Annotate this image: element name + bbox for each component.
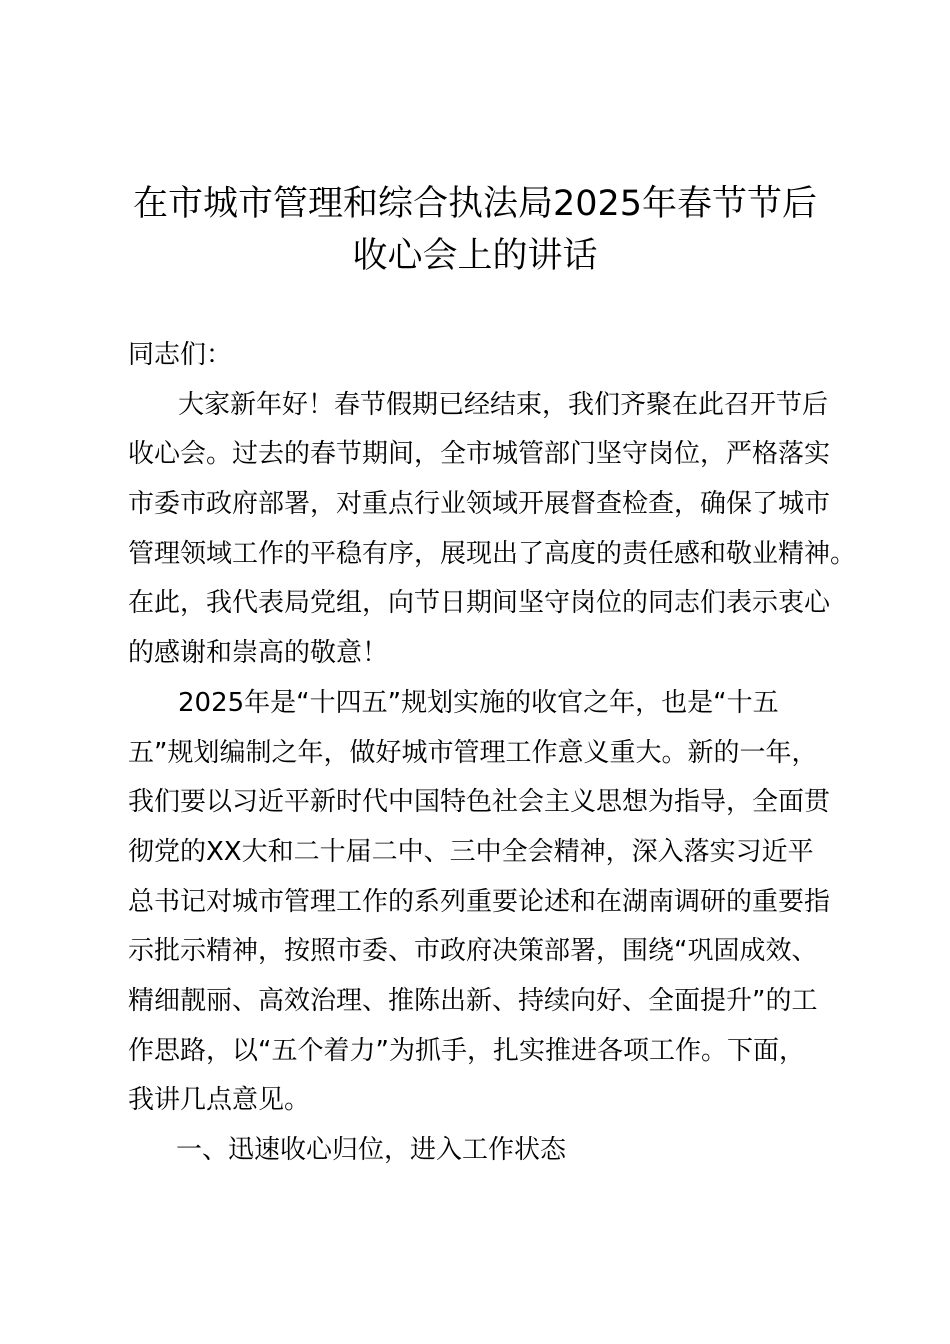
paragraph-2-line-7: 精细靓丽、高效治理、推陈出新、持续向好、全面提升”的工 [128,985,818,1016]
document-title [100,178,850,282]
paragraph-2-line-8: 作思路，以“五个着力”为抓手，扎实推进各项工作。下面， [128,1035,805,1066]
title-line-2: 收心会上的讲话 [352,236,598,276]
paragraph-2-line-3: 我们要以习近平新时代中国特色社会主义思想为指导，全面贯 [128,787,831,818]
paragraph-1-line-5: 在此，我代表局党组，向节日期间坚守岗位的同志们表示衷心 [128,588,831,619]
paragraph-1-line-2: 收心会。过去的春节期间，全市城管部门坚守岗位，严格落实 [128,439,831,470]
paragraph-1-line-6: 的感谢和崇高的敬意！ [128,638,389,669]
paragraph-1-line-4: 管理领域工作的平稳有序，展现出了高度的责任感和敬业精神。 [128,538,857,569]
paragraph-2-line-1: 2025年是“十四五”规划实施的收官之年，也是“十五 [178,687,779,718]
title-line-1: 在市城市管理和综合执法局2025年春节节后 [132,184,818,224]
paragraph-2-line-6: 示批示精神，按照市委、市政府决策部署，围绕“巩固成效、 [128,936,818,967]
document-body [128,331,857,1176]
salutation: 同志们： [128,340,233,370]
paragraph-2-line-2: 五”规划编制之年，做好城市管理工作意义重大。新的一年， [128,737,818,768]
paragraph-2-line-9: 我讲几点意见。 [128,1085,311,1116]
paragraph-2-line-5: 总书记对城市管理工作的系列重要论述和在湖南调研的重要指 [128,886,831,917]
paragraph-2-line-4: 彻党的XX大和二十届二中、三中全会精神，深入落实习近平 [128,836,814,867]
paragraph-1-line-3: 市委市政府部署，对重点行业领域开展督查检查，确保了城市 [128,489,831,520]
section-heading: 一、迅速收心归位，进入工作状态 [176,1135,567,1165]
paragraph-1-line-1: 大家新年好！春节假期已经结束，我们齐聚在此召开节后 [178,389,829,420]
